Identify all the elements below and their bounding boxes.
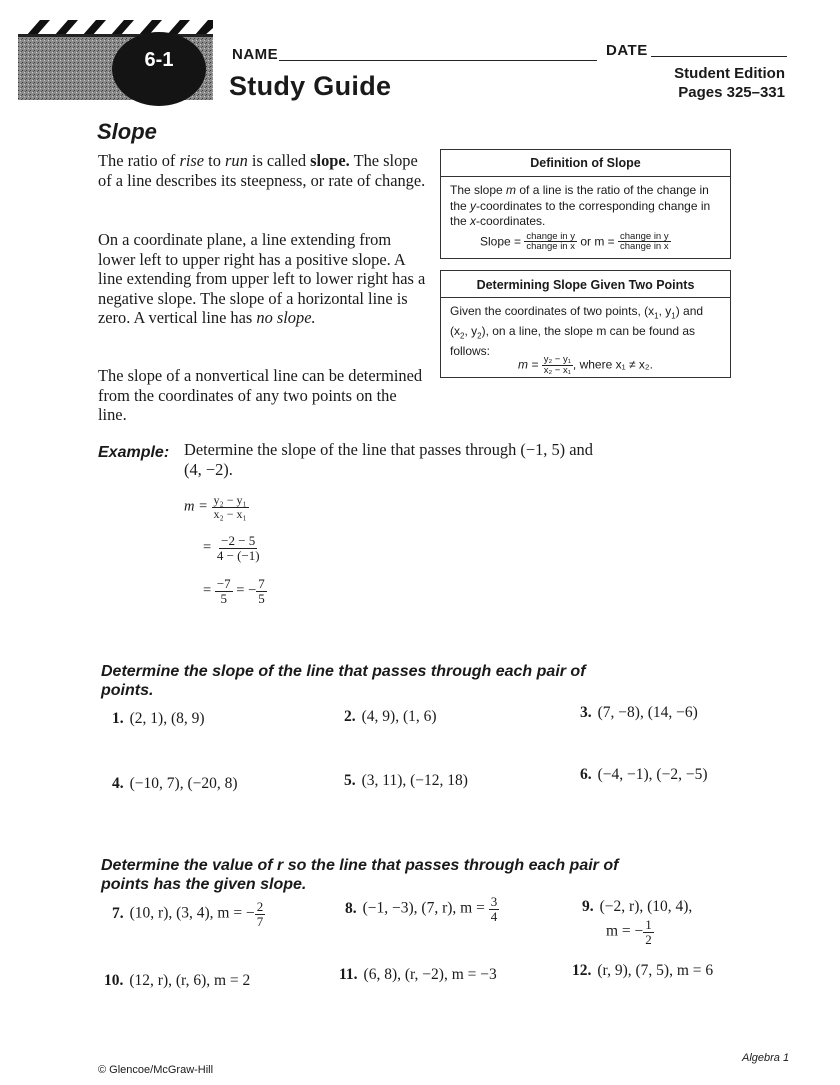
date-line[interactable] (651, 56, 787, 57)
problem-10: 10. (12, r), (r, 6), m = 2 (104, 972, 251, 989)
two-point-formula: m = $\frac{\text{y₂ − y₁}}{\text{x₂ − x₁}}$ , where x₁ ≠ x₂. (518, 354, 653, 377)
fraction: $\frac{\text{y₂ − y₁}}{\text{x₂ − x₁}}$ (543, 354, 571, 377)
problem-7: 7. (10, r), (3, 4), m = − $\frac{2}{7}$ (112, 899, 264, 929)
copyright-footer: © Glencoe/McGraw-Hill (98, 1064, 214, 1076)
date-label: DATE (606, 42, 648, 59)
example-step-2: = $\frac{-2 - 5}{4 - (-1)}$ (203, 533, 260, 563)
edition-info (674, 64, 785, 102)
lesson-number: 6-1 (144, 48, 174, 71)
fraction: $\frac{\text{change in y}}{\text{change in x}}$ (620, 230, 669, 253)
fraction: $\frac{1}{2}$ (645, 917, 652, 947)
problem-4: 4. (−10, 7), (−20, 8) (112, 775, 238, 792)
problem-11: 11. (6, 8), (r, −2), m = −3 (339, 966, 497, 983)
problem-8: 8. (−1, −3), (7, r), m = $\frac{3}{4}$ (345, 894, 498, 924)
course-footer: Algebra 1 (742, 1052, 790, 1064)
problem-2: 2. (4, 9), (1, 6) (344, 708, 437, 725)
intro-paragraph-2: On a coordinate plane, a line extending from lower left to upper right has a positive slope. A line extending from upper left to lower right has a negative slope. The slope of a horizontal line is zero. A vertical line has no slope. (98, 230, 426, 327)
intro-paragraph-3: The slope of a nonvertical line can be determined from the coordinates of any two points on the line. (98, 366, 423, 424)
intro-paragraph-1: The ratio of rise to run is called slope. The slope of a line describes its steepness, or rate of change. (98, 151, 426, 190)
fraction: $\frac{2}{7}$ (256, 899, 264, 929)
problem-9: 9. (−2, r), (10, 4), (582, 898, 693, 915)
example-step-1: m = $\frac{\text{y₂ − y₁}}{\text{x₂ − x₁}}$ (184, 493, 247, 521)
fraction: $\frac{\text{y₂ − y₁}}{\text{x₂ − x₁}}$ (213, 493, 247, 521)
problem-9-slope: m = − $\frac{1}{2}$ (606, 917, 652, 947)
name-label: NAME (232, 46, 279, 63)
example-label: Example: (98, 444, 170, 461)
fraction: $\frac{\text{change in y}}{\text{change in x}}$ (526, 230, 575, 253)
example-step-3: = $\frac{-7}{5}$ = − $\frac{7}{5}$ (203, 576, 265, 606)
edition-line: Student Edition (674, 65, 785, 82)
problem-6: 6. (−4, −1), (−2, −5) (580, 766, 708, 783)
definition-of-slope-box (440, 149, 731, 259)
problem-12: 12. (r, 9), (7, 5), m = 6 (572, 962, 714, 979)
problem-1: 1. (2, 1), (8, 9) (112, 710, 205, 727)
slope-formula: Slope = $\frac{\text{change in y}}{\text{change in x}}$ or m = $\frac{\text{change in y}}{\text{change in x}}$ (480, 230, 669, 253)
slope-two-points-box (440, 270, 731, 378)
problem-3: 3. (7, −8), (14, −6) (580, 704, 698, 721)
fraction: $\frac{-7}{5}$ (216, 576, 231, 606)
instructions-section-1: Determine the slope of the line that passes through each pair of points. (101, 663, 586, 699)
box-body: The slope m of a line is the ratio of the change in the y-coordinates to the corresponding change in the x-coordinates. Slope = $\frac{\text{change in y}}{\text{change in x}}$ or m = $\frac{\text{change in y}}{\text{change in x}}$ (441, 177, 730, 256)
box-title: Definition of Slope (441, 150, 730, 177)
example-text: Determine the slope of the line that passes through (−1, 5) and (4, −2). (184, 440, 593, 479)
section-title: Slope (97, 119, 157, 144)
pages-line: Pages 325–331 (678, 84, 785, 101)
page-title: Study Guide (229, 71, 392, 101)
fraction: $\frac{-2 - 5}{4 - (-1)}$ (216, 533, 260, 563)
problem-5: 5. (3, 11), (−12, 18) (344, 772, 468, 789)
lesson-number-badge (112, 32, 206, 106)
instructions-section-2: Determine the value of r so the line that passes through each pair of points has the given slope. (101, 857, 619, 893)
fraction: $\frac{3}{4}$ (490, 894, 498, 924)
box-title: Determining Slope Given Two Points (441, 271, 730, 298)
name-line[interactable] (279, 60, 597, 61)
box-body: Given the coordinates of two points, ($x_1$, $y_1$) and ($x_2$, $y_2$), on a line, the slope m can be found as follows: m = $\frac{\text{y₂ − y₁}}{\text{x₂ − x₁}}$ , where x₁ ≠ x₂. (441, 298, 730, 380)
fraction: $\frac{7}{5}$ (258, 576, 265, 606)
